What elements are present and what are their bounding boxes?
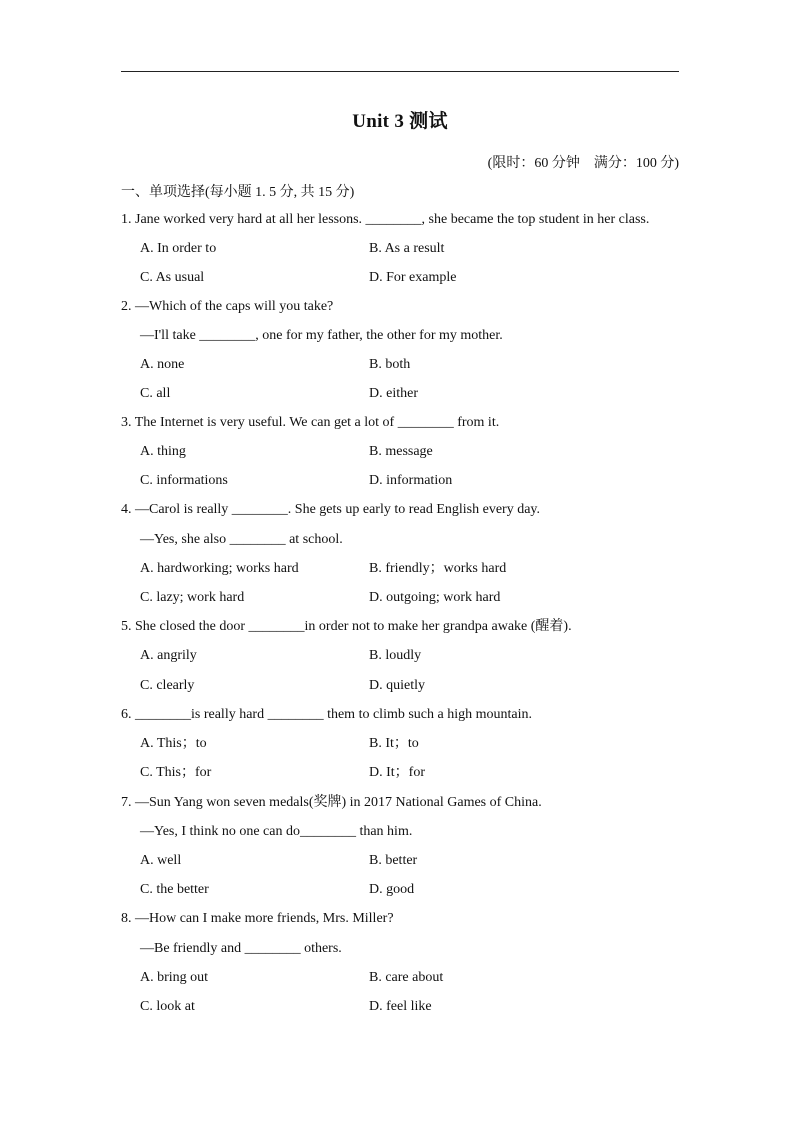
question-7-option-c: C. the better bbox=[140, 882, 209, 897]
question-2-option-c: C. all bbox=[140, 386, 171, 401]
question-8-option-a: A. bring out bbox=[140, 970, 209, 985]
question-7-option-d: D. good bbox=[369, 882, 415, 897]
question-3-stem: 3. The Internet is very useful. We can get a lot of ________ from it. bbox=[121, 415, 500, 430]
question-8-option-c: C. look at bbox=[140, 999, 195, 1014]
question-5-option-a: A. angrily bbox=[140, 648, 197, 663]
question-6-option-b: B. It；to bbox=[369, 736, 419, 751]
top-rule bbox=[121, 71, 679, 72]
question-4-option-c: C. lazy; work hard bbox=[140, 590, 245, 605]
page-title: Unit 3 测试 bbox=[352, 111, 448, 132]
question-1-option-b: B. As a result bbox=[369, 241, 445, 256]
question-2-reply: —I'll take ________, one for my father, the other for my mother. bbox=[140, 328, 503, 343]
question-1-option-c: C. As usual bbox=[140, 270, 205, 285]
question-6-option-c: C. This；for bbox=[140, 765, 212, 780]
question-5-option-d: D. quietly bbox=[369, 678, 425, 693]
question-3-option-c: C. informations bbox=[140, 473, 228, 488]
question-1-option-d: D. For example bbox=[369, 270, 457, 285]
question-3-option-b: B. message bbox=[369, 444, 433, 459]
question-2-option-d: D. either bbox=[369, 386, 418, 401]
question-7-reply: —Yes, I think no one can do________ than him. bbox=[140, 824, 413, 839]
question-1-option-a: A. In order to bbox=[140, 241, 217, 256]
question-5-stem: 5. She closed the door ________in order not to make her grandpa awake (醒着). bbox=[121, 619, 572, 634]
time-score-info: (限时：60 分钟 满分：100 分) bbox=[487, 156, 679, 171]
question-2-option-b: B. both bbox=[369, 357, 411, 372]
question-1-stem: 1. Jane worked very hard at all her lessons. ________, she became the top student in her class. bbox=[121, 212, 650, 227]
question-6-stem: 6. ________is really hard ________ them to climb such a high mountain. bbox=[121, 707, 532, 722]
question-7-stem: 7. —Sun Yang won seven medals(奖牌) in 2017 National Games of China. bbox=[121, 795, 542, 810]
section-heading: 一、单项选择(每小题 1. 5 分, 共 15 分) bbox=[121, 185, 355, 200]
question-5-option-c: C. clearly bbox=[140, 678, 195, 693]
question-8-option-d: D. feel like bbox=[369, 999, 432, 1014]
question-4-option-a: A. hardworking; works hard bbox=[140, 561, 299, 576]
question-5-option-b: B. loudly bbox=[369, 648, 422, 663]
question-2-option-a: A. none bbox=[140, 357, 185, 372]
question-7-option-a: A. well bbox=[140, 853, 182, 868]
question-3-option-a: A. thing bbox=[140, 444, 186, 459]
question-4-reply: —Yes, she also ________ at school. bbox=[140, 532, 343, 547]
question-4-stem: 4. —Carol is really ________. She gets up early to read English every day. bbox=[121, 502, 540, 517]
question-4-option-d: D. outgoing; work hard bbox=[369, 590, 501, 605]
question-8-stem: 8. —How can I make more friends, Mrs. Miller? bbox=[121, 911, 394, 926]
question-8-option-b: B. care about bbox=[369, 970, 444, 985]
question-3-option-d: D. information bbox=[369, 473, 453, 488]
question-6-option-a: A. This；to bbox=[140, 736, 207, 751]
question-4-option-b: B. friendly；works hard bbox=[369, 561, 507, 576]
question-6-option-d: D. It；for bbox=[369, 765, 425, 780]
question-8-reply: —Be friendly and ________ others. bbox=[140, 941, 342, 956]
question-7-option-b: B. better bbox=[369, 853, 418, 868]
question-2-stem: 2. —Which of the caps will you take? bbox=[121, 299, 334, 314]
